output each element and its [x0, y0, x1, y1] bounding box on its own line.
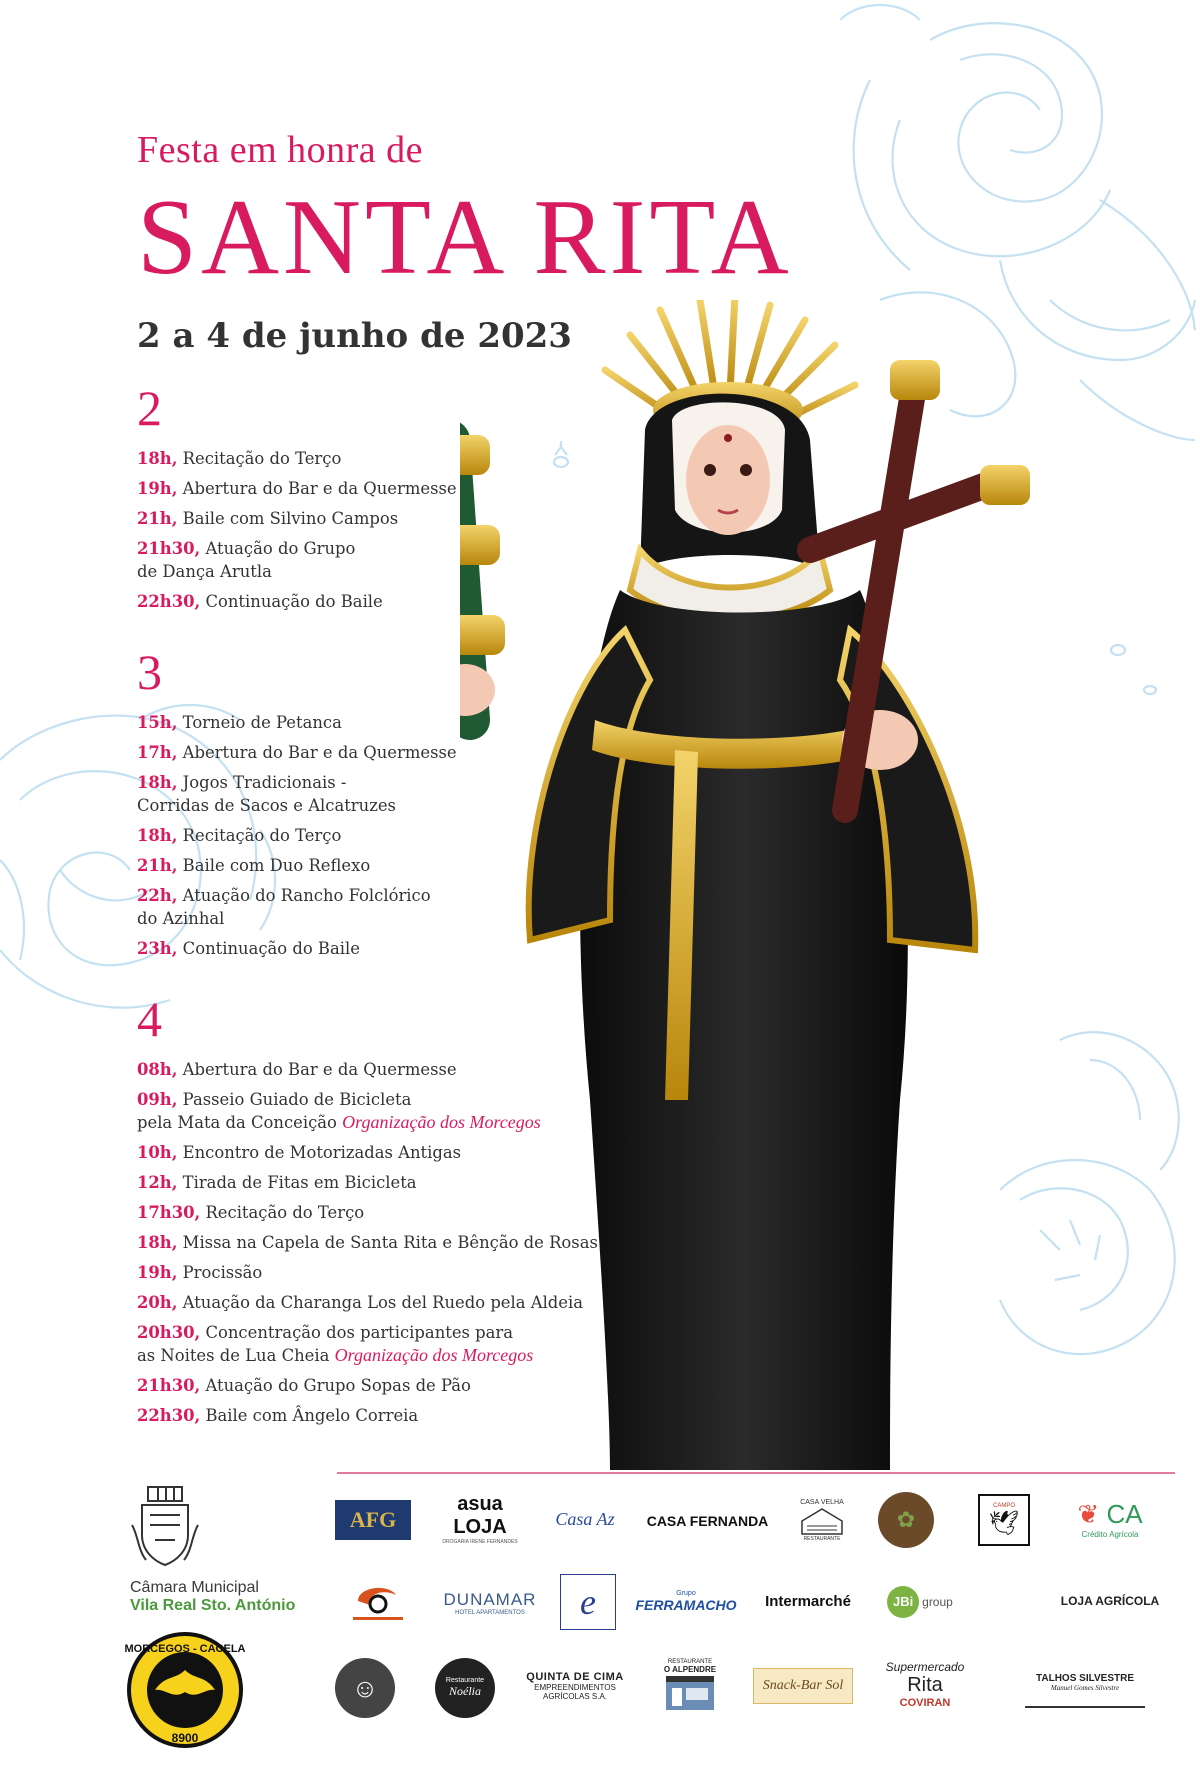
event-item: 09h, Passeio Guiado de Bicicleta pela Mata da Conceição Organização dos Morcegos: [137, 1090, 541, 1132]
letter-e-icon: e: [580, 1582, 596, 1622]
svg-text:8900: 8900: [171, 1731, 199, 1745]
event-item: 17h, Abertura do Bar e da Quermesse: [137, 743, 457, 762]
day-number: 3: [137, 644, 162, 700]
festival-subtitle: Festa em honra de: [137, 129, 424, 171]
sponsor-asua-loja: asua LOJA DROGARIA IRENE FERNANDES: [442, 1493, 518, 1545]
sponsor-talhos-silvestre: TALHOS SILVESTRE Manuel Gomes Silvestre: [1025, 1658, 1145, 1708]
sponsor-credito-agricola: ❦ CA Crédito Agrícola: [1077, 1499, 1143, 1539]
festival-dates: 2 a 4 de junho de 2023: [137, 316, 572, 356]
event-item: 21h30, Atuação do Grupo de Dança Arutla: [137, 539, 356, 581]
event-item: 22h30, Continuação do Baile: [137, 592, 383, 611]
badge-leaf-icon: ✿: [896, 1507, 916, 1532]
sponsor-o-alpendre: RESTAURANTE O ALPENDRE: [660, 1650, 720, 1720]
event-item: 20h30, Concentração dos participantes para as Noites de Lua Cheia Organização dos Morcegos: [137, 1323, 534, 1365]
event-item: 21h30, Atuação do Grupo Sopas de Pão: [137, 1376, 471, 1395]
municipal-name: Câmara Municipal: [130, 1579, 259, 1596]
sponsor-badge-logo: [878, 1492, 934, 1548]
svg-text:MORCEGOS - CACELA: MORCEGOS - CACELA: [125, 1643, 245, 1655]
sponsor-dunamar: DUNAMAR HOTEL APARTAMENTOS: [443, 1590, 537, 1616]
sponsor-casa-fernanda: CASA FERNANDA: [646, 1513, 769, 1529]
event-item: 17h30, Recitação do Terço: [137, 1203, 365, 1222]
sponsor-chef-logo: [335, 1658, 395, 1718]
event-item: 08h, Abertura do Bar e da Quermesse: [137, 1060, 457, 1079]
event-item: 23h, Continuação do Baile: [137, 939, 360, 958]
event-item: 22h30, Baile com Ângelo Correia: [137, 1406, 419, 1425]
sponsor-loja-agricola: LOJA AGRÍCOLA: [1060, 1594, 1160, 1608]
sponsor-supermercado-rita: Supermercado Rita COVIRAN: [885, 1659, 965, 1709]
event-item: 15h, Torneio de Petanca: [137, 713, 342, 732]
sponsor-casa-velha: CASA VELHA RESTAURANTE: [788, 1488, 856, 1552]
storefront-icon: [664, 1674, 716, 1712]
sponsor-ferramacho: Grupo FERRAMACHO: [635, 1589, 737, 1613]
santa-rita-statue-image: [460, 300, 1110, 1470]
event-item: 12h, Tirada de Fitas em Bicicleta: [137, 1173, 417, 1192]
sponsor-restaurante-noelia: Restaurante Noélia: [435, 1658, 495, 1718]
chef-icon: ☺: [351, 1672, 379, 1703]
event-item: 21h, Baile com Silvino Campos: [137, 509, 399, 528]
sponsor-jbi-group: JBi group: [885, 1580, 955, 1624]
sponsor-afg: AFG: [335, 1500, 411, 1540]
event-item: 18h, Recitação do Terço: [137, 826, 342, 845]
municipal-town: Vila Real Sto. António: [130, 1597, 296, 1614]
sponsor-red-swirl: [340, 1576, 415, 1626]
sponsor-logos: [330, 1488, 1180, 1788]
event-item: 18h, Recitação do Terço: [137, 449, 342, 468]
festival-title: SANTA RITA: [137, 178, 793, 297]
sponsor-casa-az: Casa Az: [555, 1508, 615, 1529]
sponsor-intermarche: Intermarché: [765, 1592, 851, 1610]
footer-divider: [337, 1472, 1175, 1474]
house-icon: [797, 1506, 847, 1536]
organizer-note: Organização dos Morcegos: [342, 1112, 541, 1132]
sponsor-quinta-de-cima: QUINTA DE CIMA EMPREENDIMENTOS AGRÍCOLAS S.A.: [526, 1671, 624, 1701]
bird-icon: 🕊: [988, 1509, 1020, 1537]
municipal-crest-icon: [130, 1485, 200, 1569]
event-item: 21h, Baile com Duo Reflexo: [137, 856, 371, 875]
staff-gold-bands: [460, 435, 505, 655]
event-item: 18h, Jogos Tradicionais - Corridas de Sacos e Alcatruzes: [137, 773, 396, 815]
sponsor-campo: CAMPO 🕊: [978, 1494, 1030, 1546]
event-item: 19h, Abertura do Bar e da Quermesse: [137, 479, 457, 498]
event-item: 10h, Encontro de Motorizadas Antigas: [137, 1143, 462, 1162]
morcegos-cacela-logo: [125, 1630, 245, 1750]
municipal-block: [130, 1485, 310, 1615]
ca-leaf-icon: ❦: [1077, 1499, 1100, 1529]
swirl-logo-icon: [348, 1579, 408, 1624]
organizer-note: Organização dos Morcegos: [334, 1345, 534, 1365]
event-item: 20h, Atuação da Charanga Los del Ruedo pela Aldeia: [137, 1293, 584, 1312]
event-item: 19h, Procissão: [137, 1263, 263, 1282]
event-item: 18h, Missa na Capela de Santa Rita e Bênção de Rosas: [137, 1233, 598, 1252]
event-item: 22h, Atuação do Rancho Folclórico do Azinhal: [137, 886, 431, 928]
day-number: 2: [137, 380, 162, 436]
sponsor-e-logo: [560, 1574, 616, 1630]
sponsor-snack-bar-sol: Snack-Bar Sol: [753, 1668, 853, 1704]
day-number: 4: [137, 991, 162, 1047]
